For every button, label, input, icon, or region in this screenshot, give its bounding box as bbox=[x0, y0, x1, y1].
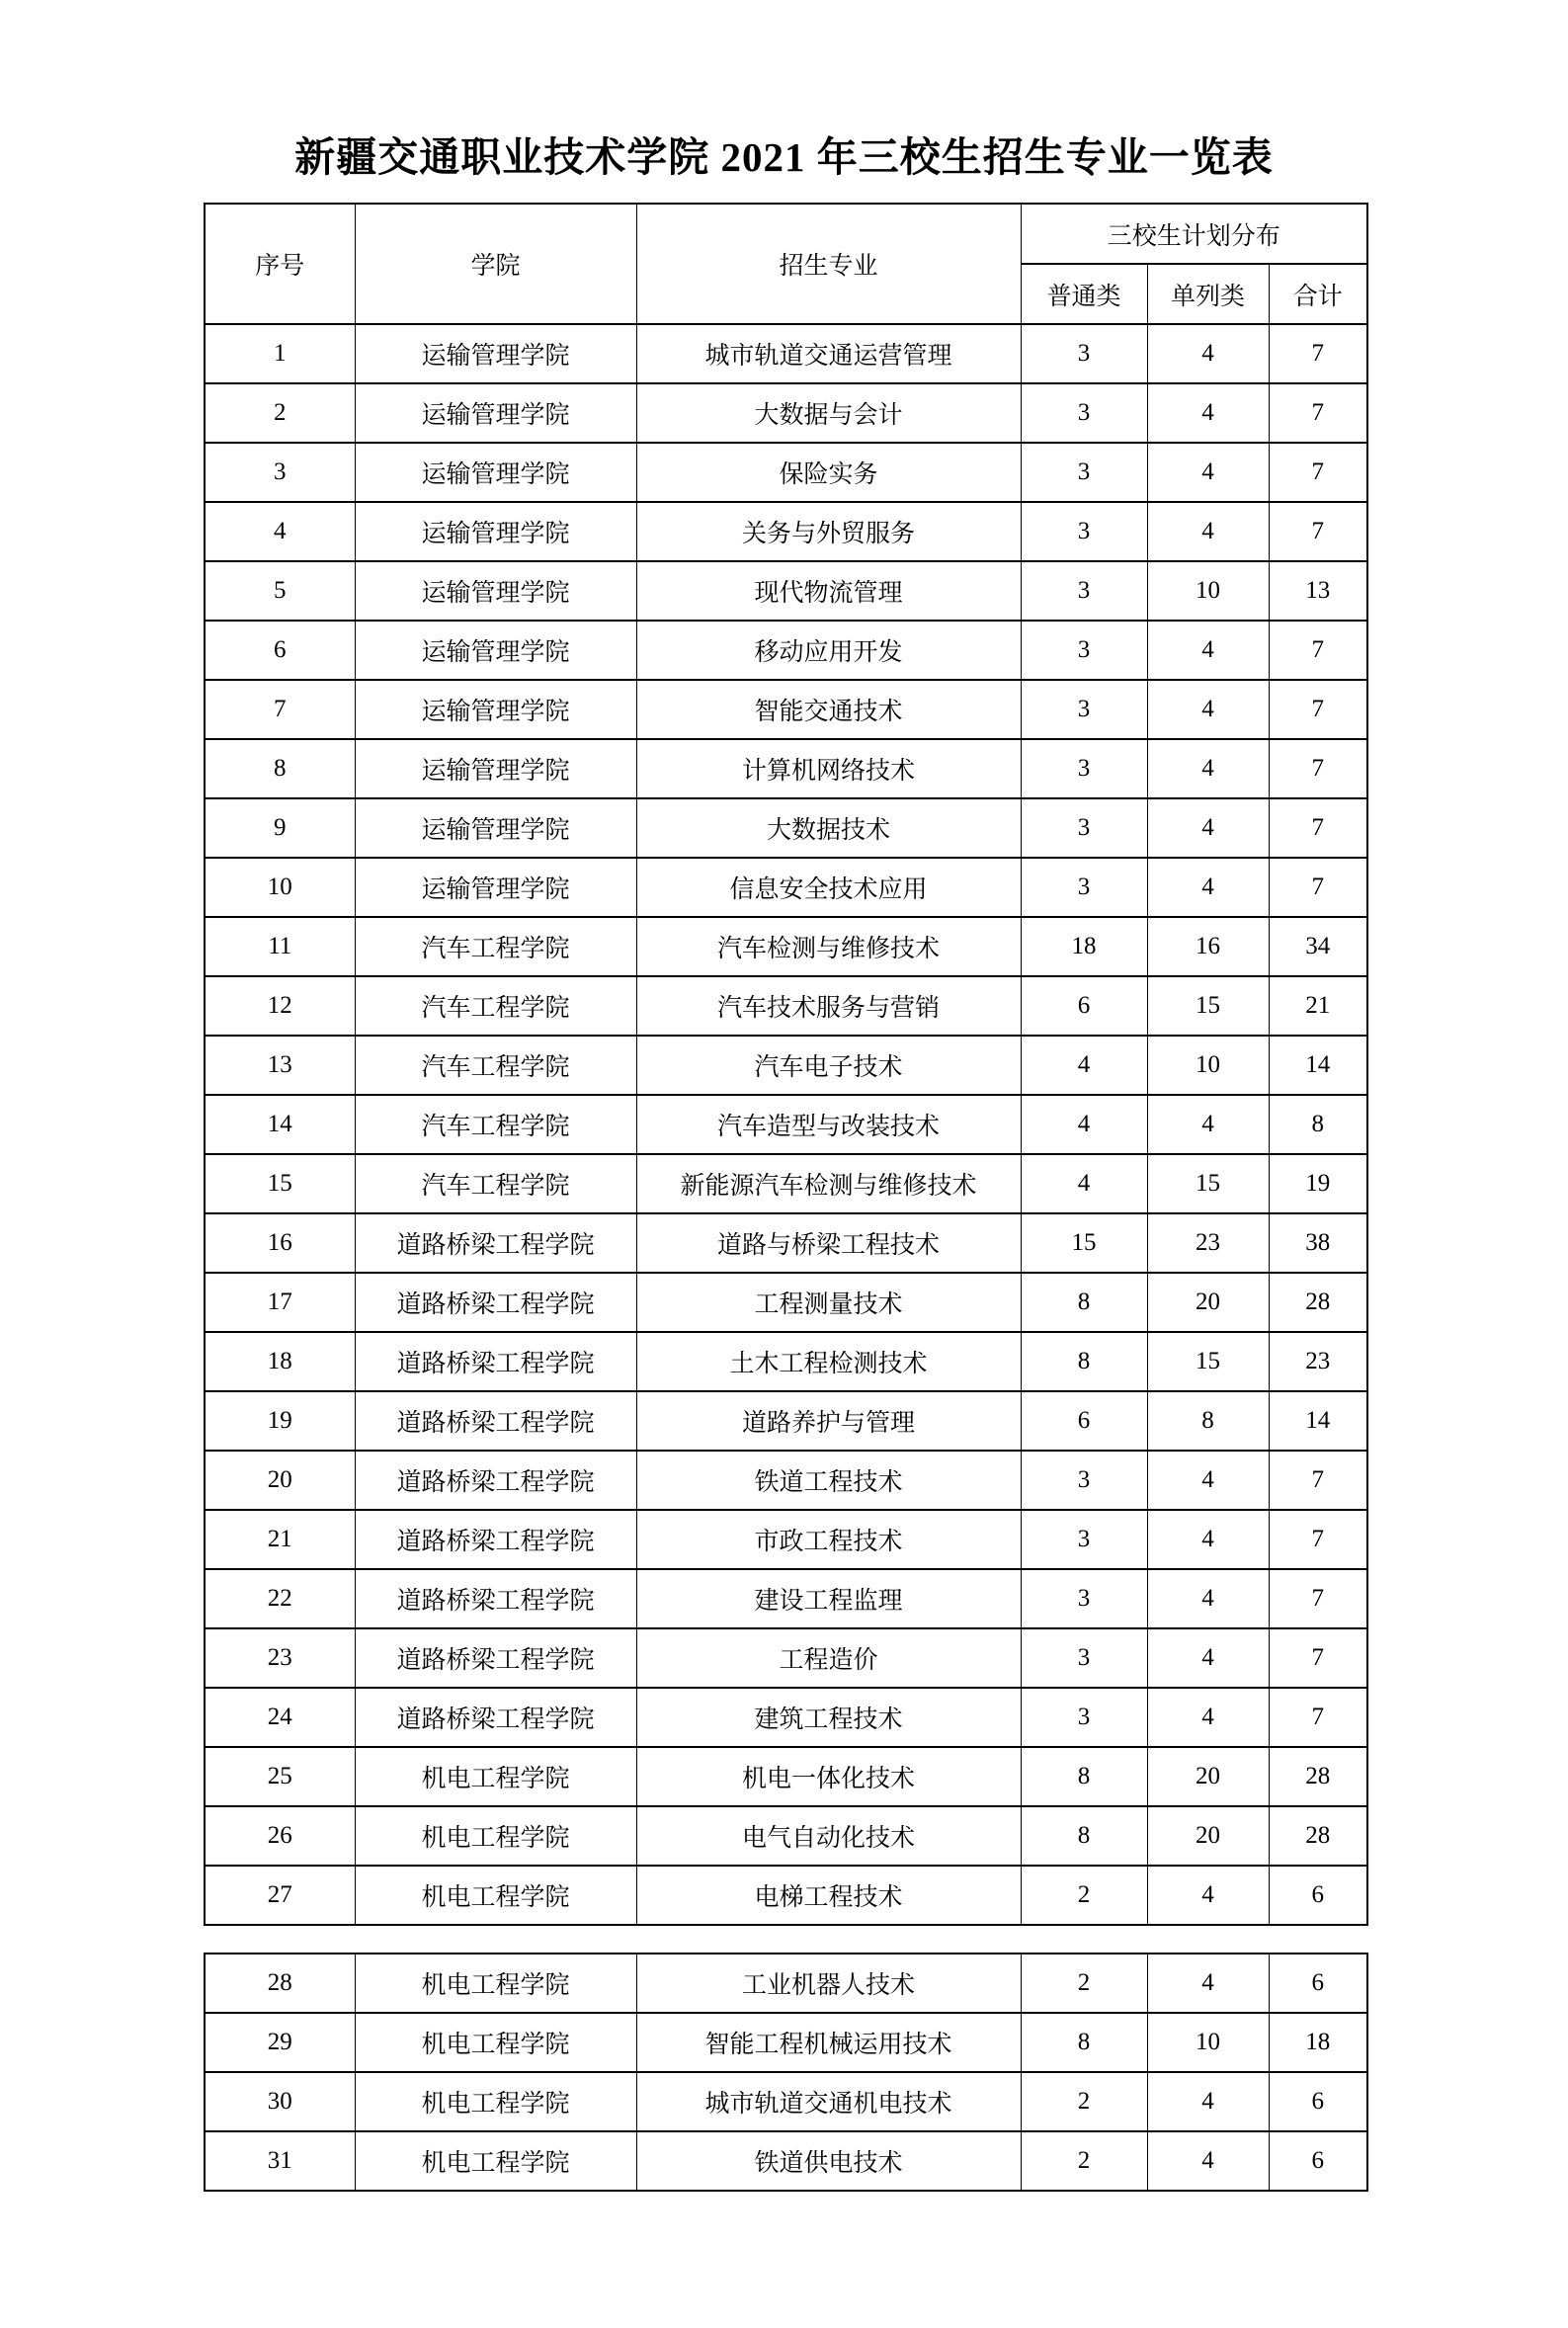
cell-total: 6 bbox=[1269, 2131, 1367, 2191]
cell-college: 汽车工程学院 bbox=[355, 976, 636, 1036]
cell-general: 18 bbox=[1021, 917, 1147, 976]
cell-college: 运输管理学院 bbox=[355, 443, 636, 502]
table-row bbox=[205, 1806, 1367, 1866]
cell-separate: 4 bbox=[1147, 2072, 1269, 2131]
cell-college: 机电工程学院 bbox=[355, 2131, 636, 2191]
cell-general: 2 bbox=[1021, 1954, 1147, 2013]
cell-college: 机电工程学院 bbox=[355, 1954, 636, 2013]
cell-separate: 4 bbox=[1147, 443, 1269, 502]
cell-general: 3 bbox=[1021, 1510, 1147, 1569]
cell-general: 3 bbox=[1021, 1451, 1147, 1510]
cell-separate: 10 bbox=[1147, 2013, 1269, 2072]
cell-separate: 4 bbox=[1147, 1569, 1269, 1628]
table-row bbox=[205, 1332, 1367, 1391]
cell-total: 8 bbox=[1269, 1095, 1367, 1154]
table-row bbox=[205, 798, 1367, 858]
cell-total: 28 bbox=[1269, 1747, 1367, 1806]
table-row bbox=[205, 1095, 1367, 1154]
cell-total: 7 bbox=[1269, 383, 1367, 443]
cell-separate: 8 bbox=[1147, 1391, 1269, 1451]
cell-separate: 15 bbox=[1147, 976, 1269, 1036]
cell-general: 3 bbox=[1021, 561, 1147, 621]
page-title: 新疆交通职业技术学院 2021 年三校生招生专业一览表 bbox=[294, 134, 1274, 180]
cell-total: 14 bbox=[1269, 1391, 1367, 1451]
cell-general: 2 bbox=[1021, 1866, 1147, 1925]
cell-total: 6 bbox=[1269, 1954, 1367, 2013]
table-row bbox=[205, 443, 1367, 502]
cell-general: 3 bbox=[1021, 798, 1147, 858]
cell-college: 机电工程学院 bbox=[355, 1747, 636, 1806]
cell-college: 汽车工程学院 bbox=[355, 917, 636, 976]
cell-general: 3 bbox=[1021, 502, 1147, 561]
table-row bbox=[205, 1036, 1367, 1095]
cell-no: 24 bbox=[205, 1688, 355, 1747]
cell-separate: 4 bbox=[1147, 621, 1269, 680]
cell-major: 铁道工程技术 bbox=[636, 1451, 1021, 1510]
cell-major: 铁道供电技术 bbox=[636, 2131, 1021, 2191]
header-major: 招生专业 bbox=[636, 204, 1021, 324]
cell-general: 8 bbox=[1021, 1273, 1147, 1332]
cell-college: 道路桥梁工程学院 bbox=[355, 1391, 636, 1451]
cell-general: 3 bbox=[1021, 680, 1147, 739]
cell-no: 7 bbox=[205, 680, 355, 739]
cell-total: 14 bbox=[1269, 1036, 1367, 1095]
table-row bbox=[205, 383, 1367, 443]
cell-general: 3 bbox=[1021, 1688, 1147, 1747]
table-row bbox=[205, 1628, 1367, 1688]
cell-total: 7 bbox=[1269, 502, 1367, 561]
cell-major: 汽车电子技术 bbox=[636, 1036, 1021, 1095]
table-row bbox=[205, 621, 1367, 680]
cell-total: 13 bbox=[1269, 561, 1367, 621]
table-row bbox=[205, 1688, 1367, 1747]
cell-no: 27 bbox=[205, 1866, 355, 1925]
cell-total: 19 bbox=[1269, 1154, 1367, 1213]
cell-college: 运输管理学院 bbox=[355, 680, 636, 739]
cell-separate: 4 bbox=[1147, 1954, 1269, 2013]
cell-no: 15 bbox=[205, 1154, 355, 1213]
table-row bbox=[205, 502, 1367, 561]
cell-college: 道路桥梁工程学院 bbox=[355, 1451, 636, 1510]
cell-college: 运输管理学院 bbox=[355, 324, 636, 383]
cell-total: 23 bbox=[1269, 1332, 1367, 1391]
cell-general: 6 bbox=[1021, 1391, 1147, 1451]
cell-separate: 20 bbox=[1147, 1806, 1269, 1866]
cell-college: 道路桥梁工程学院 bbox=[355, 1273, 636, 1332]
cell-college: 运输管理学院 bbox=[355, 502, 636, 561]
cell-separate: 4 bbox=[1147, 324, 1269, 383]
cell-college: 运输管理学院 bbox=[355, 739, 636, 798]
cell-separate: 4 bbox=[1147, 502, 1269, 561]
table-row bbox=[205, 917, 1367, 976]
table-row bbox=[205, 1154, 1367, 1213]
cell-no: 10 bbox=[205, 858, 355, 917]
cell-no: 6 bbox=[205, 621, 355, 680]
cell-general: 6 bbox=[1021, 976, 1147, 1036]
cell-separate: 20 bbox=[1147, 1273, 1269, 1332]
cell-college: 汽车工程学院 bbox=[355, 1036, 636, 1095]
cell-general: 8 bbox=[1021, 2013, 1147, 2072]
cell-major: 道路养护与管理 bbox=[636, 1391, 1021, 1451]
header-row-group bbox=[205, 204, 1367, 264]
cell-total: 7 bbox=[1269, 1510, 1367, 1569]
table-row bbox=[205, 1510, 1367, 1569]
cell-separate: 16 bbox=[1147, 917, 1269, 976]
cell-no: 4 bbox=[205, 502, 355, 561]
cell-general: 3 bbox=[1021, 1628, 1147, 1688]
header-general: 普通类 bbox=[1021, 264, 1147, 324]
cell-major: 汽车检测与维修技术 bbox=[636, 917, 1021, 976]
cell-separate: 4 bbox=[1147, 1095, 1269, 1154]
cell-major: 工业机器人技术 bbox=[636, 1954, 1021, 2013]
cell-major: 移动应用开发 bbox=[636, 621, 1021, 680]
cell-college: 运输管理学院 bbox=[355, 561, 636, 621]
cell-major: 信息安全技术应用 bbox=[636, 858, 1021, 917]
cell-separate: 20 bbox=[1147, 1747, 1269, 1806]
cell-no: 16 bbox=[205, 1213, 355, 1273]
cell-separate: 4 bbox=[1147, 1688, 1269, 1747]
cell-total: 7 bbox=[1269, 798, 1367, 858]
table-row bbox=[205, 1954, 1367, 2013]
cell-major: 土木工程检测技术 bbox=[636, 1332, 1021, 1391]
cell-major: 计算机网络技术 bbox=[636, 739, 1021, 798]
cell-no: 5 bbox=[205, 561, 355, 621]
admissions-table-part1 bbox=[204, 203, 1368, 1926]
cell-general: 3 bbox=[1021, 383, 1147, 443]
table-row bbox=[205, 1273, 1367, 1332]
cell-college: 机电工程学院 bbox=[355, 2013, 636, 2072]
cell-total: 6 bbox=[1269, 2072, 1367, 2131]
cell-separate: 15 bbox=[1147, 1154, 1269, 1213]
cell-separate: 4 bbox=[1147, 2131, 1269, 2191]
cell-major: 工程测量技术 bbox=[636, 1273, 1021, 1332]
cell-college: 运输管理学院 bbox=[355, 858, 636, 917]
cell-total: 34 bbox=[1269, 917, 1367, 976]
cell-major: 汽车技术服务与营销 bbox=[636, 976, 1021, 1036]
header-separate: 单列类 bbox=[1147, 264, 1269, 324]
cell-general: 2 bbox=[1021, 2072, 1147, 2131]
cell-major: 城市轨道交通机电技术 bbox=[636, 2072, 1021, 2131]
cell-total: 28 bbox=[1269, 1806, 1367, 1866]
table-row bbox=[205, 858, 1367, 917]
cell-college: 机电工程学院 bbox=[355, 1866, 636, 1925]
cell-no: 18 bbox=[205, 1332, 355, 1391]
header-total: 合计 bbox=[1269, 264, 1367, 324]
cell-total: 7 bbox=[1269, 1628, 1367, 1688]
cell-total: 7 bbox=[1269, 443, 1367, 502]
cell-general: 2 bbox=[1021, 2131, 1147, 2191]
cell-total: 28 bbox=[1269, 1273, 1367, 1332]
cell-separate: 4 bbox=[1147, 1866, 1269, 1925]
cell-major: 建筑工程技术 bbox=[636, 1688, 1021, 1747]
table-row bbox=[205, 1747, 1367, 1806]
cell-separate: 4 bbox=[1147, 1628, 1269, 1688]
table-row bbox=[205, 324, 1367, 383]
cell-separate: 4 bbox=[1147, 1510, 1269, 1569]
cell-major: 智能交通技术 bbox=[636, 680, 1021, 739]
cell-total: 7 bbox=[1269, 1688, 1367, 1747]
table-row bbox=[205, 2072, 1367, 2131]
cell-general: 8 bbox=[1021, 1747, 1147, 1806]
cell-no: 22 bbox=[205, 1569, 355, 1628]
header-plan-group: 三校生计划分布 bbox=[1021, 204, 1367, 264]
cell-college: 机电工程学院 bbox=[355, 2072, 636, 2131]
cell-major: 机电一体化技术 bbox=[636, 1747, 1021, 1806]
cell-major: 电梯工程技术 bbox=[636, 1866, 1021, 1925]
cell-total: 38 bbox=[1269, 1213, 1367, 1273]
cell-general: 4 bbox=[1021, 1154, 1147, 1213]
cell-no: 19 bbox=[205, 1391, 355, 1451]
cell-college: 道路桥梁工程学院 bbox=[355, 1332, 636, 1391]
cell-general: 3 bbox=[1021, 739, 1147, 798]
cell-separate: 23 bbox=[1147, 1213, 1269, 1273]
cell-college: 运输管理学院 bbox=[355, 383, 636, 443]
cell-major: 现代物流管理 bbox=[636, 561, 1021, 621]
cell-no: 21 bbox=[205, 1510, 355, 1569]
cell-no: 13 bbox=[205, 1036, 355, 1095]
table-row bbox=[205, 680, 1367, 739]
cell-no: 25 bbox=[205, 1747, 355, 1806]
cell-major: 道路与桥梁工程技术 bbox=[636, 1213, 1021, 1273]
table-row bbox=[205, 976, 1367, 1036]
cell-no: 2 bbox=[205, 383, 355, 443]
cell-major: 新能源汽车检测与维修技术 bbox=[636, 1154, 1021, 1213]
cell-no: 30 bbox=[205, 2072, 355, 2131]
cell-no: 29 bbox=[205, 2013, 355, 2072]
cell-college: 道路桥梁工程学院 bbox=[355, 1628, 636, 1688]
cell-no: 12 bbox=[205, 976, 355, 1036]
cell-general: 8 bbox=[1021, 1332, 1147, 1391]
cell-total: 7 bbox=[1269, 324, 1367, 383]
cell-no: 26 bbox=[205, 1806, 355, 1866]
cell-separate: 10 bbox=[1147, 1036, 1269, 1095]
cell-separate: 4 bbox=[1147, 1451, 1269, 1510]
table-row bbox=[205, 561, 1367, 621]
cell-college: 机电工程学院 bbox=[355, 1806, 636, 1866]
table-row bbox=[205, 1866, 1367, 1925]
cell-separate: 4 bbox=[1147, 858, 1269, 917]
admissions-table-part2 bbox=[204, 1953, 1368, 2192]
cell-college: 运输管理学院 bbox=[355, 798, 636, 858]
cell-college: 汽车工程学院 bbox=[355, 1154, 636, 1213]
cell-major: 大数据与会计 bbox=[636, 383, 1021, 443]
cell-college: 汽车工程学院 bbox=[355, 1095, 636, 1154]
table-row bbox=[205, 2013, 1367, 2072]
cell-general: 3 bbox=[1021, 858, 1147, 917]
cell-no: 20 bbox=[205, 1451, 355, 1510]
cell-separate: 10 bbox=[1147, 561, 1269, 621]
cell-major: 市政工程技术 bbox=[636, 1510, 1021, 1569]
table-row bbox=[205, 739, 1367, 798]
cell-no: 1 bbox=[205, 324, 355, 383]
cell-college: 道路桥梁工程学院 bbox=[355, 1213, 636, 1273]
table-row bbox=[205, 2131, 1367, 2191]
cell-major: 城市轨道交通运营管理 bbox=[636, 324, 1021, 383]
cell-total: 7 bbox=[1269, 621, 1367, 680]
cell-major: 关务与外贸服务 bbox=[636, 502, 1021, 561]
cell-separate: 15 bbox=[1147, 1332, 1269, 1391]
cell-major: 工程造价 bbox=[636, 1628, 1021, 1688]
table-row bbox=[205, 1569, 1367, 1628]
cell-no: 3 bbox=[205, 443, 355, 502]
cell-major: 大数据技术 bbox=[636, 798, 1021, 858]
table-row bbox=[205, 1391, 1367, 1451]
header-college: 学院 bbox=[355, 204, 636, 324]
cell-major: 智能工程机械运用技术 bbox=[636, 2013, 1021, 2072]
cell-major: 汽车造型与改装技术 bbox=[636, 1095, 1021, 1154]
cell-no: 9 bbox=[205, 798, 355, 858]
cell-major: 电气自动化技术 bbox=[636, 1806, 1021, 1866]
cell-general: 3 bbox=[1021, 443, 1147, 502]
cell-no: 14 bbox=[205, 1095, 355, 1154]
cell-general: 4 bbox=[1021, 1095, 1147, 1154]
cell-total: 7 bbox=[1269, 1451, 1367, 1510]
cell-college: 道路桥梁工程学院 bbox=[355, 1688, 636, 1747]
cell-general: 3 bbox=[1021, 1569, 1147, 1628]
header-no: 序号 bbox=[205, 204, 355, 324]
cell-college: 运输管理学院 bbox=[355, 621, 636, 680]
cell-general: 4 bbox=[1021, 1036, 1147, 1095]
cell-college: 道路桥梁工程学院 bbox=[355, 1569, 636, 1628]
cell-no: 17 bbox=[205, 1273, 355, 1332]
cell-separate: 4 bbox=[1147, 383, 1269, 443]
cell-no: 8 bbox=[205, 739, 355, 798]
cell-major: 建设工程监理 bbox=[636, 1569, 1021, 1628]
cell-separate: 4 bbox=[1147, 739, 1269, 798]
cell-no: 28 bbox=[205, 1954, 355, 2013]
table-row bbox=[205, 1451, 1367, 1510]
cell-no: 23 bbox=[205, 1628, 355, 1688]
cell-total: 7 bbox=[1269, 858, 1367, 917]
table-row bbox=[205, 1213, 1367, 1273]
cell-major: 保险实务 bbox=[636, 443, 1021, 502]
cell-total: 7 bbox=[1269, 1569, 1367, 1628]
cell-general: 15 bbox=[1021, 1213, 1147, 1273]
cell-general: 3 bbox=[1021, 621, 1147, 680]
cell-general: 8 bbox=[1021, 1806, 1147, 1866]
cell-total: 7 bbox=[1269, 680, 1367, 739]
cell-no: 31 bbox=[205, 2131, 355, 2191]
cell-total: 6 bbox=[1269, 1866, 1367, 1925]
cell-separate: 4 bbox=[1147, 680, 1269, 739]
cell-separate: 4 bbox=[1147, 798, 1269, 858]
cell-general: 3 bbox=[1021, 324, 1147, 383]
cell-total: 21 bbox=[1269, 976, 1367, 1036]
cell-total: 18 bbox=[1269, 2013, 1367, 2072]
cell-total: 7 bbox=[1269, 739, 1367, 798]
cell-college: 道路桥梁工程学院 bbox=[355, 1510, 636, 1569]
cell-no: 11 bbox=[205, 917, 355, 976]
